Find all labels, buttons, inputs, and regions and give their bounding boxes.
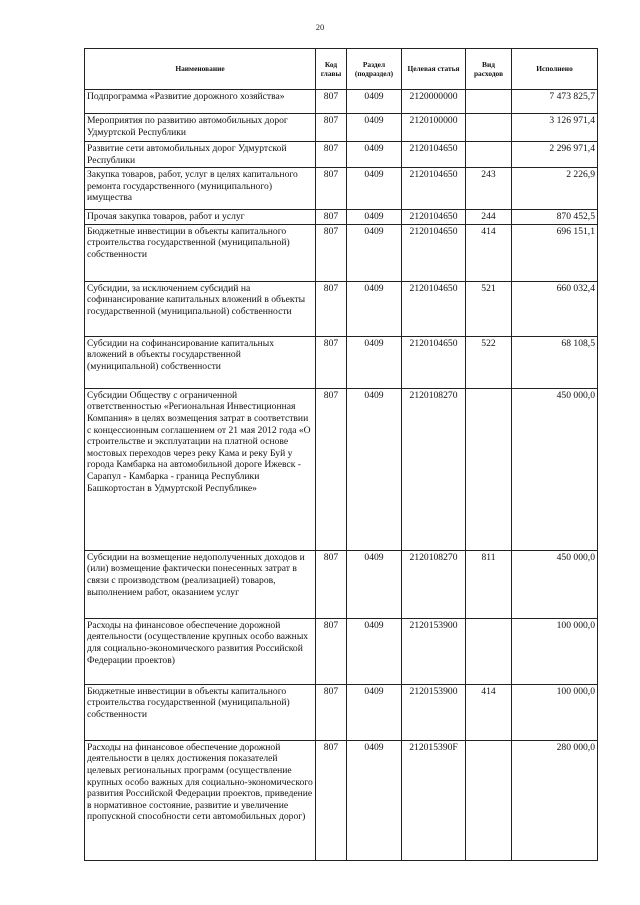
row-name: Расходы на финансовое обеспечение дорожной деятельности (осуществление крупных особо важных для социально-экономического развития Российской Федерации проектов) [85, 618, 316, 684]
table-row [85, 210, 598, 225]
row-code: 807 [316, 336, 347, 388]
row-type [466, 740, 512, 860]
header-section: Раздел (подраздел) [347, 49, 402, 90]
row-code: 807 [316, 168, 347, 210]
row-target: 2120104650 [402, 142, 466, 168]
row-name: Подпрограмма «Развитие дорожного хозяйства» [85, 90, 316, 114]
row-amount: 7 473 825,7 [512, 90, 598, 114]
row-amount: 660 032,4 [512, 281, 598, 336]
row-name: Субсидии на софинансирование капитальных вложений в объекты государственной (муниципальной) собственности [85, 336, 316, 388]
header-code: Код главы [316, 49, 347, 90]
row-name: Субсидии на возмещение недополученных доходов и (или) возмещение фактически понесенных затрат в связи с производством (реализацией) товаров, выполнением работ, оказанием услуг [85, 550, 316, 618]
row-type: 244 [466, 210, 512, 225]
row-section: 0409 [347, 336, 402, 388]
row-type: 414 [466, 684, 512, 740]
row-name: Субсидии Обществу с ограниченной ответственностью «Региональная Инвестиционная Компания» в целях возмещения затрат в соответствии с концессионным соглашением от 21 мая 2012 года «О строительстве и эксплуатации на платной основе мостовых переходов через реку Кама и реку Буй у города Камбарка на автомобильной дороге Ижевск - Сарапул - Камбарка - граница Республики Башкортостан в Удмуртской Республике» [85, 388, 316, 550]
row-section: 0409 [347, 684, 402, 740]
row-amount: 696 151,1 [512, 224, 598, 281]
table-row [85, 336, 598, 388]
table-row [85, 168, 598, 210]
row-name: Закупка товаров, работ, услуг в целях капитального ремонта государственного (муниципального) имущества [85, 168, 316, 210]
table-row [85, 281, 598, 336]
row-name: Прочая закупка товаров, работ и услуг [85, 210, 316, 225]
row-type [466, 114, 512, 142]
row-target: 2120104650 [402, 168, 466, 210]
row-code: 807 [316, 90, 347, 114]
row-name: Расходы на финансовое обеспечение дорожной деятельности в целях достижения показателей целевых региональных программ (осуществление крупных особо важных для социально-экономического развития Российской Федерации проектов, приведение в нормативное состояние, развитие и увеличение пропускной способности сети автомобильных дорог) [85, 740, 316, 860]
row-type: 811 [466, 550, 512, 618]
row-name: Мероприятия по развитию автомобильных дорог Удмуртской Республики [85, 114, 316, 142]
row-code: 807 [316, 550, 347, 618]
table-row [85, 740, 598, 860]
row-section: 0409 [347, 550, 402, 618]
row-target: 2120104650 [402, 336, 466, 388]
row-target: 2120000000 [402, 90, 466, 114]
row-code: 807 [316, 281, 347, 336]
header-type: Вид расходов [466, 49, 512, 90]
table-row [85, 90, 598, 114]
row-section: 0409 [347, 142, 402, 168]
row-target: 2120153900 [402, 684, 466, 740]
row-target: 2120100000 [402, 114, 466, 142]
header-executed: Исполнено [512, 49, 598, 90]
row-target: 2120153900 [402, 618, 466, 684]
row-type [466, 142, 512, 168]
row-name: Бюджетные инвестиции в объекты капитального строительства государственной (муниципальной) собственности [85, 224, 316, 281]
row-code: 807 [316, 684, 347, 740]
table-row [85, 684, 598, 740]
row-target: 2120104650 [402, 224, 466, 281]
row-target: 2120108270 [402, 388, 466, 550]
row-amount: 280 000,0 [512, 740, 598, 860]
row-name: Развитие сети автомобильных дорог Удмуртской Республики [85, 142, 316, 168]
row-target: 2120108270 [402, 550, 466, 618]
row-section: 0409 [347, 90, 402, 114]
row-type: 522 [466, 336, 512, 388]
row-amount: 100 000,0 [512, 618, 598, 684]
row-amount: 2 296 971,4 [512, 142, 598, 168]
row-amount: 3 126 971,4 [512, 114, 598, 142]
row-section: 0409 [347, 740, 402, 860]
table-row [85, 224, 598, 281]
row-amount: 68 108,5 [512, 336, 598, 388]
row-target: 2120104650 [402, 210, 466, 225]
table-header-row [85, 49, 598, 90]
header-target: Целевая статья [402, 49, 466, 90]
page-number: 20 [315, 22, 325, 32]
row-section: 0409 [347, 281, 402, 336]
row-section: 0409 [347, 168, 402, 210]
row-code: 807 [316, 142, 347, 168]
table-row [85, 388, 598, 550]
row-type [466, 388, 512, 550]
row-type: 243 [466, 168, 512, 210]
row-type: 414 [466, 224, 512, 281]
row-section: 0409 [347, 210, 402, 225]
table-row [85, 142, 598, 168]
header-name: Наименование [85, 49, 316, 90]
row-code: 807 [316, 388, 347, 550]
row-code: 807 [316, 114, 347, 142]
table-row [85, 114, 598, 142]
row-amount: 100 000,0 [512, 684, 598, 740]
row-type [466, 618, 512, 684]
table-row [85, 550, 598, 618]
row-amount: 870 452,5 [512, 210, 598, 225]
row-code: 807 [316, 618, 347, 684]
row-type: 521 [466, 281, 512, 336]
row-section: 0409 [347, 114, 402, 142]
row-section: 0409 [347, 388, 402, 550]
row-target: 212015390F [402, 740, 466, 860]
table-row [85, 618, 598, 684]
row-amount: 450 000,0 [512, 388, 598, 550]
row-type [466, 90, 512, 114]
row-name: Бюджетные инвестиции в объекты капитального строительства государственной (муниципальной) собственности [85, 684, 316, 740]
row-section: 0409 [347, 618, 402, 684]
row-amount: 2 226,9 [512, 168, 598, 210]
row-code: 807 [316, 740, 347, 860]
budget-table [84, 48, 598, 861]
row-code: 807 [316, 210, 347, 225]
row-amount: 450 000,0 [512, 550, 598, 618]
row-section: 0409 [347, 224, 402, 281]
row-name: Субсидии, за исключением субсидий на софинансирование капитальных вложений в объекты государственной (муниципальной) собственности [85, 281, 316, 336]
row-code: 807 [316, 224, 347, 281]
row-target: 2120104650 [402, 281, 466, 336]
